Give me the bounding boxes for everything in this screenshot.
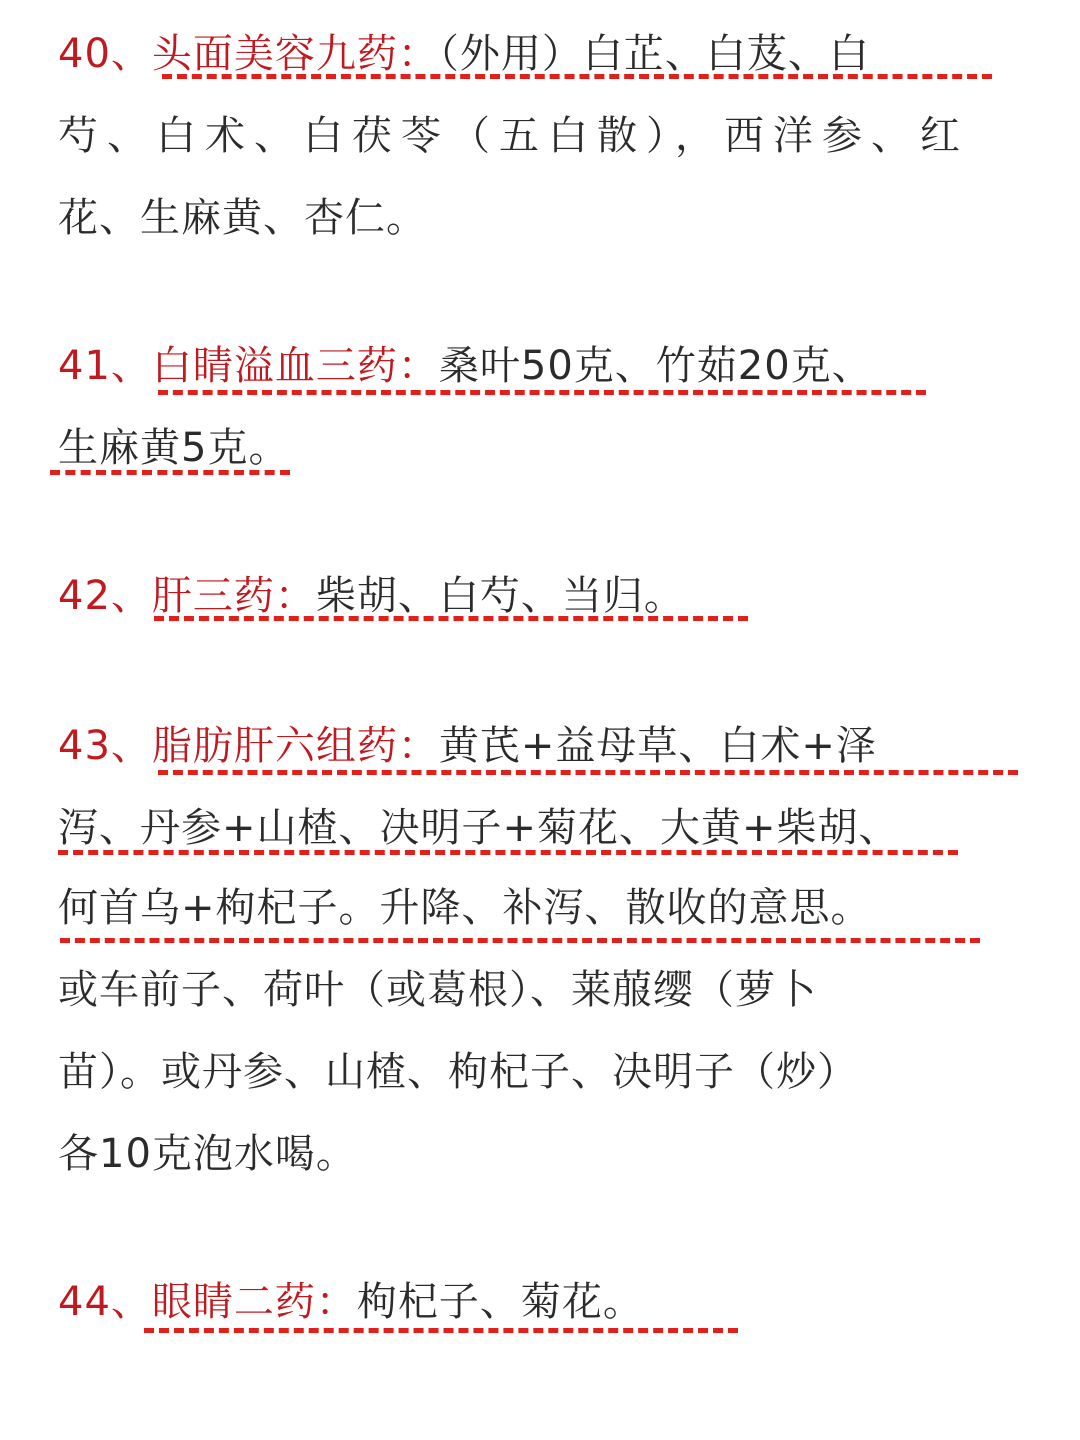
dashed-underline [158, 770, 1018, 775]
item-40-line-3: 花、生麻黄、杏仁。 [58, 195, 427, 241]
dashed-underline [162, 74, 992, 79]
item-text: 枸杞子、菊花。 [356, 1279, 644, 1325]
item-text: 柴胡、白芍、当归。 [315, 573, 685, 619]
item-43-line-5: 苗）。或丹参、山楂、枸杞子、决明子（炒） [58, 1049, 858, 1095]
dashed-underline [50, 470, 290, 475]
dashed-underline [144, 1328, 738, 1333]
item-text: 桑叶50克、竹茹20克、 [438, 343, 873, 389]
dashed-underline [158, 390, 926, 395]
item-40-line-2: 芍、白术、白茯苓（五白散），西洋参、红 [58, 113, 969, 159]
item-text: （外用）白芷、白芨、白 [438, 31, 870, 77]
dashed-underline [60, 938, 980, 943]
item-number: 44、 [58, 1279, 152, 1325]
item-44-line-1 [58, 1272, 644, 1332]
item-text: 黄芪+益母草、白术+泽 [438, 723, 877, 769]
item-43-line-2: 泻、丹参+山楂、决明子+菊花、大黄+柴胡、 [58, 805, 900, 851]
item-title: 白睛溢血三药： [151, 343, 439, 389]
item-number: 40、 [58, 31, 152, 77]
item-43-line-1 [58, 716, 877, 776]
item-number: 42、 [58, 573, 152, 619]
item-41-line-2: 生麻黄5克。 [58, 425, 290, 471]
item-43-line-3: 何首乌+枸杞子。升降、补泻、散收的意思。 [58, 885, 872, 931]
item-number: 43、 [58, 723, 152, 769]
item-title: 头面美容九药： [151, 31, 439, 77]
dashed-underline [58, 850, 958, 855]
item-title: 肝三药： [151, 573, 316, 619]
dashed-underline [154, 616, 748, 621]
item-41-line-1 [58, 336, 873, 396]
item-title: 脂肪肝六组药： [151, 723, 439, 769]
item-43-line-4: 或车前子、荷叶（或葛根）、莱菔缨（萝卜 [58, 967, 817, 1013]
item-title: 眼睛二药： [151, 1279, 357, 1325]
item-number: 41、 [58, 343, 152, 389]
item-43-line-6: 各10克泡水喝。 [58, 1131, 357, 1177]
